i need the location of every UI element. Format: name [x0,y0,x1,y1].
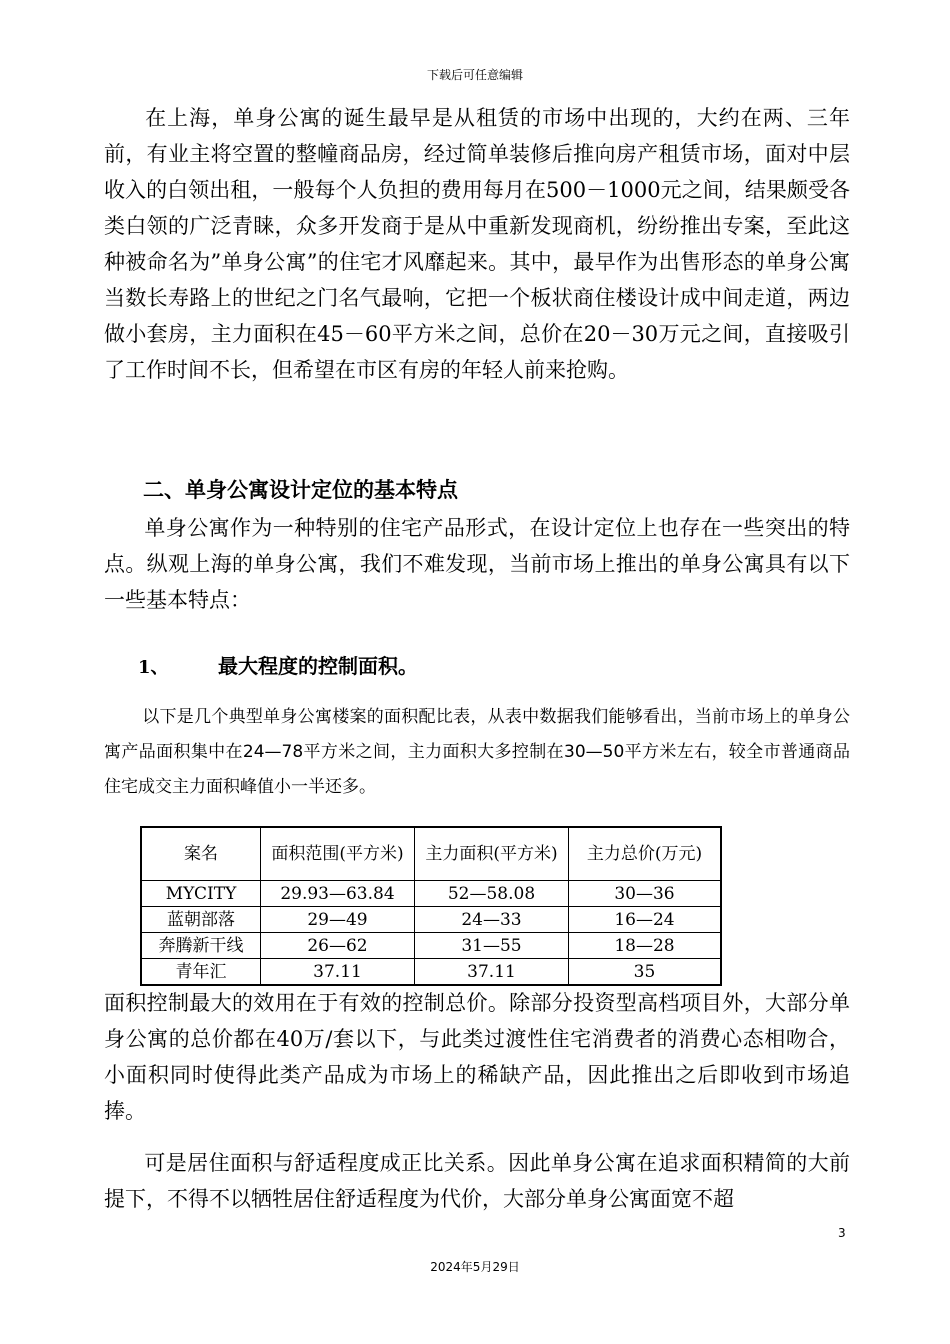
table-header-cell: 主力面积(平方米) [415,827,569,881]
table-cell: 29—49 [261,907,415,933]
table-header-cell: 案名 [141,827,261,881]
page-header: 下载后可任意编辑 [426,68,523,82]
table-row [141,907,721,933]
paragraph-history [104,100,850,388]
table-cell: 35 [569,959,722,986]
table-cell: 29.93—63.84 [261,881,415,907]
table-cell: 18—28 [569,933,722,959]
table-cell: 37.11 [261,959,415,986]
subheading [138,650,418,679]
page-footer-date: 2024年5月29日 [430,1260,520,1274]
table-cell: 30—36 [569,881,722,907]
table-row [141,933,721,959]
table-cell: 24—33 [415,907,569,933]
table-header-row [141,827,721,881]
table-intro-text: 以下是几个典型单身公寓楼案的面积配比表，从表中数据我们能够看出，当前市场上的单身公寓产品面积集中在24—78平方米之间，主力面积大多控制在30—50平方米左右，较全市普通商品住宅成交主力面积峰值小一半还多。 [104,707,850,797]
subheading-number: 1、 [138,657,169,678]
table-cell: 16—24 [569,907,722,933]
table-cell: 奔腾新干线 [141,933,261,959]
table-intro [104,700,850,805]
table-cell: 31—55 [415,933,569,959]
paragraph-comfort [104,1145,850,1217]
section-heading: 二、单身公寓设计定位的基本特点 [143,478,458,502]
page-number: 3 [838,1226,846,1240]
table-cell: 青年汇 [141,959,261,986]
table-header-cell: 面积范围(平方米) [261,827,415,881]
table-cell: MYCITY [141,881,261,907]
paragraph-area-control: 面积控制最大的效用在于有效的控制总价。除部分投资型高档项目外，大部分单身公寓的总价都在40万/套以下，与此类过渡性住宅消费者的消费心态相吻合，小面积同时使得此类产品成为市场上的稀缺产品，因此推出之后即收到市场追捧。 [104,991,850,1123]
paragraph-features-text: 单身公寓作为一种特别的住宅产品形式，在设计定位上也存在一些突出的特点。纵观上海的单身公寓，我们不难发现，当前市场上推出的单身公寓具有以下一些基本特点： [104,516,850,612]
area-table [140,826,722,986]
table-cell: 37.11 [415,959,569,986]
table-cell: 蓝朝部落 [141,907,261,933]
table-row [141,959,721,986]
table-row [141,881,721,907]
paragraph-comfort-text: 可是居住面积与舒适程度成正比关系。因此单身公寓在追求面积精简的大前提下，不得不以牺牲居住舒适程度为代价，大部分单身公寓面宽不超 [104,1151,850,1211]
table-cell: 52—58.08 [415,881,569,907]
table-header-cell: 主力总价(万元) [569,827,722,881]
subheading-text: 最大程度的控制面积。 [218,654,418,678]
paragraph-history-text: 在上海，单身公寓的诞生最早是从租赁的市场中出现的，大约在两、三年前，有业主将空置的整幢商品房，经过简单装修后推向房产租赁市场，面对中层收入的白领出租，一般每个人负担的费用每月在500－1000元之间，结果颇受各类白领的广泛青睐，众多开发商于是从中重新发现商机，纷纷推出专案，至此这种被命名为”单身公寓”的住宅才风靡起来。其中，最早作为出售形态的单身公寓当数长寿路上的世纪之门名气最响，它把一个板状商住楼设计成中间走道，两边做小套房，主力面积在45－60平方米之间，总价在20－30万元之间，直接吸引了工作时间不长，但希望在市区有房的年轻人前来抢购。 [104,106,850,382]
paragraph-features [104,510,850,618]
table-cell: 26—62 [261,933,415,959]
